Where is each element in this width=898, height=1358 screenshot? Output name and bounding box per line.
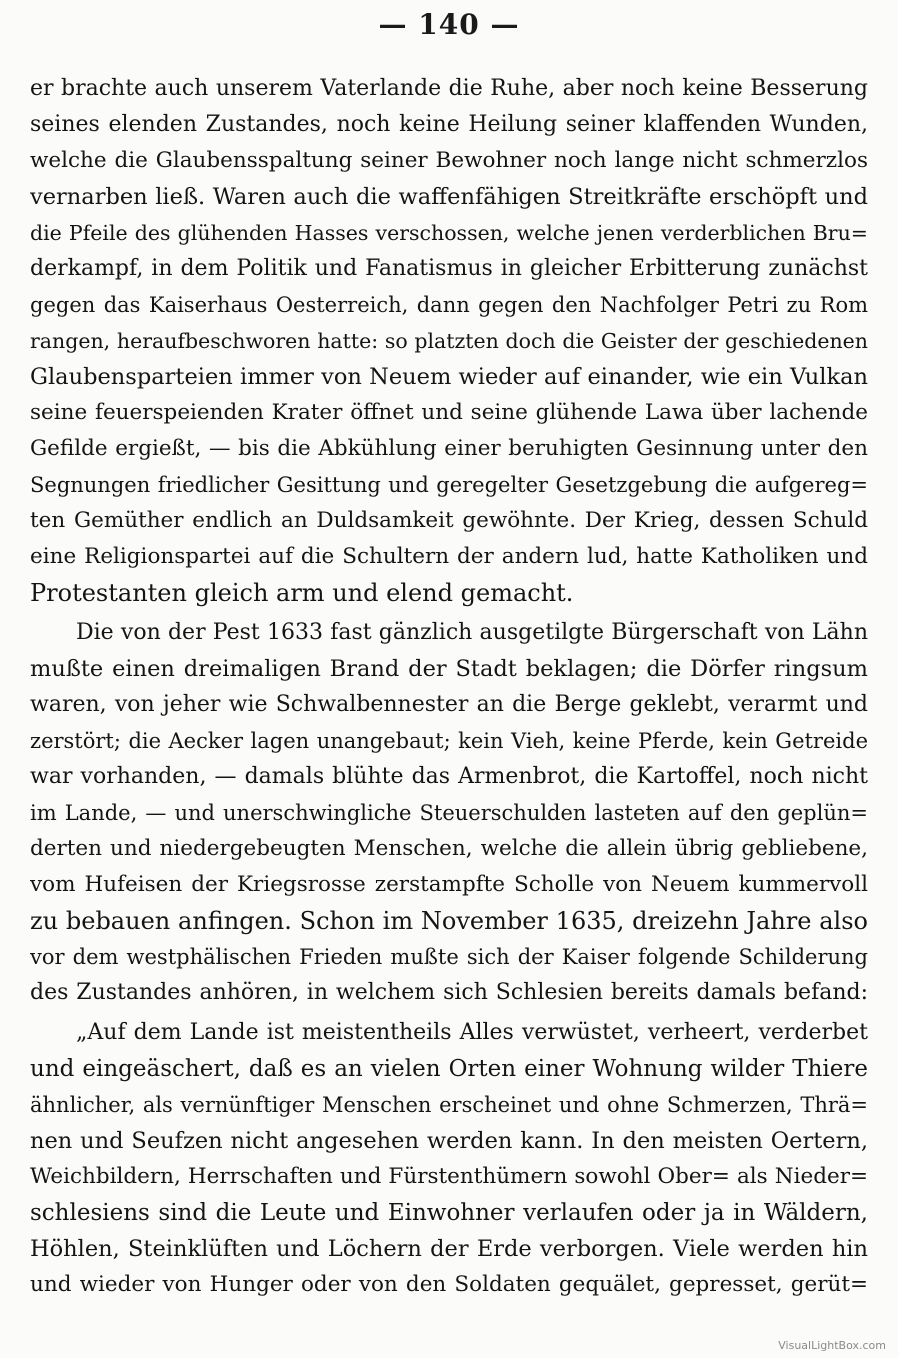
text-line: Die von der Pest 1633 fast gänzlich ausgetilgte Bürgerschaft von Lähn bbox=[76, 620, 868, 645]
text-line: gegen das Kaiserhaus Oesterreich, dann gegen den Nachfolger Petri zu Rom bbox=[30, 293, 868, 317]
page-number-header: — 140 — bbox=[378, 8, 520, 41]
text-line: Segnungen friedlicher Gesittung und geregelter Gesetzgebung die aufgereg= bbox=[30, 473, 868, 497]
text-line: „Auf dem Lande ist meistentheils Alles verwüstet, verheert, verderbet bbox=[76, 1020, 868, 1045]
text-line: ähnlicher, als vernünftiger Menschen erscheinet und ohne Schmerzen, Thrä= bbox=[30, 1093, 868, 1117]
text-line: Glaubensparteien immer von Neuem wieder auf einander, wie ein Vulkan bbox=[30, 364, 868, 390]
text-line: Höhlen, Steinklüften und Löchern der Erde verborgen. Viele werden hin bbox=[30, 1236, 868, 1262]
text-line: mußte einen dreimaligen Brand der Stadt beklagen; die Dörfer ringsum bbox=[30, 656, 868, 682]
text-line: seine feuerspeienden Krater öffnet und seine glühende Lawa über lachende bbox=[30, 400, 868, 425]
text-line: des Zustandes anhören, in welchem sich Schlesien bereits damals befand: bbox=[30, 980, 868, 1005]
text-line: zu bebauen anfingen. Schon im November 1635, dreizehn Jahre also bbox=[30, 907, 868, 935]
text-line: Gefilde ergießt, — bis die Abkühlung einer beruhigten Gesinnung unter den bbox=[30, 436, 868, 461]
text-line: rangen, heraufbeschworen hatte: so platzten doch die Geister der geschiedenen bbox=[30, 329, 868, 353]
text-line: war vorhanden, — damals blühte das Armenbrot, die Kartoffel, noch nicht bbox=[30, 764, 868, 789]
text-line: vor dem westphälischen Frieden mußte sich der Kaiser folgende Schilderung bbox=[30, 945, 868, 969]
text-line: und eingeäschert, daß es an vielen Orten einer Wohnung wilder Thiere bbox=[30, 1056, 868, 1082]
text-line: eine Religionspartei auf die Schultern der andern lud, hatte Katholiken und bbox=[30, 544, 868, 569]
text-line: derkampf, in dem Politik und Fanatismus in gleicher Erbitterung zunächst bbox=[30, 256, 868, 281]
text-line: er brachte auch unserem Vaterlande die Ruhe, aber noch keine Besserung bbox=[30, 76, 868, 101]
text-line: vom Hufeisen der Kriegsrosse zerstampfte Scholle von Neuem kummervoll bbox=[30, 872, 868, 897]
text-line: ten Gemüther endlich an Duldsamkeit gewöhnte. Der Krieg, dessen Schuld bbox=[30, 508, 868, 533]
text-line: schlesiens sind die Leute und Einwohner verlaufen oder ja in Wäldern, bbox=[30, 1200, 868, 1226]
text-line: derten und niedergebeugten Menschen, welche die allein übrig gebliebene, bbox=[30, 836, 868, 861]
text-line: die Pfeile des glühenden Hasses verschossen, welche jenen verderblichen Bru= bbox=[30, 221, 868, 245]
text-line: Weichbildern, Herrschaften und Fürstenthümern sowohl Ober= als Nieder= bbox=[30, 1164, 868, 1189]
text-line: Protestanten gleich arm und elend gemacht. bbox=[30, 579, 574, 607]
text-line: und wieder von Hunger oder von den Soldaten gequälet, gepresset, gerüt= bbox=[30, 1272, 868, 1297]
text-line: nen und Seufzen nicht angesehen werden kann. In den meisten Oertern, bbox=[30, 1128, 868, 1154]
text-line: welche die Glaubensspaltung seiner Bewohner noch lange nicht schmerzlos bbox=[30, 148, 868, 173]
text-line: zerstört; die Aecker lagen unangebaut; kein Vieh, keine Pferde, kein Getreide bbox=[30, 729, 868, 753]
text-line: seines elenden Zustandes, noch keine Heilung seiner klaffenden Wunden, bbox=[30, 112, 868, 137]
text-line: waren, von jeher wie Schwalbennester an die Berge geklebt, verarmt und bbox=[30, 692, 868, 717]
watermark: VisualLightBox.com bbox=[778, 1339, 886, 1352]
text-line: vernarben ließ. Waren auch die waffenfähigen Streitkräfte erschöpft und bbox=[30, 184, 868, 210]
text-line: im Lande, — und unerschwingliche Steuerschulden lasteten auf den geplün= bbox=[30, 801, 868, 825]
